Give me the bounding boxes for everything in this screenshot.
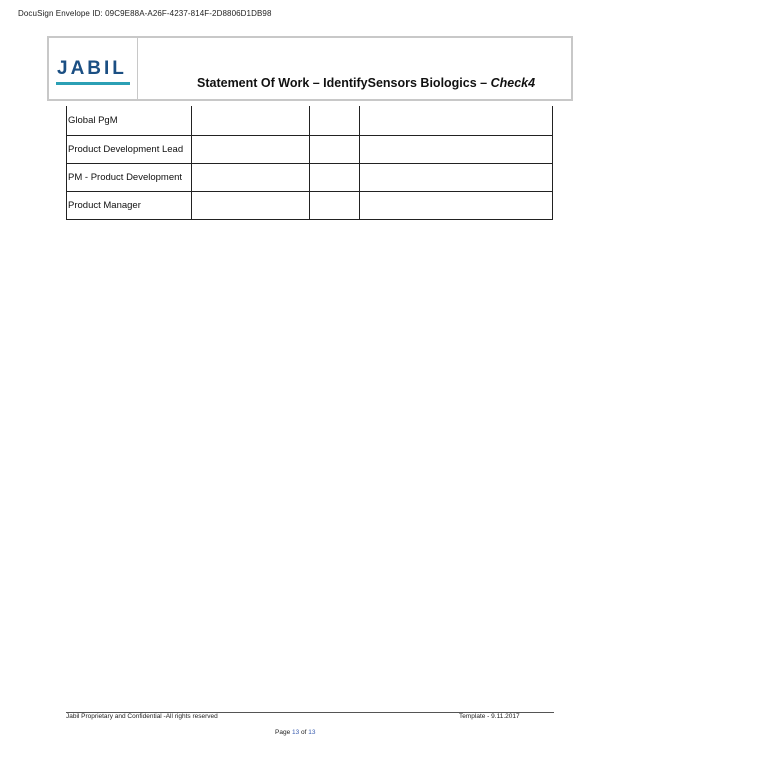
table-row [67, 191, 553, 219]
role-cell: Product Manager [67, 191, 192, 219]
name-cell [192, 135, 310, 163]
logo-accent-bar [56, 82, 130, 85]
document-header [47, 36, 573, 101]
page-number [275, 729, 316, 736]
role-cell: PM - Product Development [67, 163, 192, 191]
envelope-id: DocuSign Envelope ID: 09C9E88A-A26F-4237-814F-2D8806D1DB98 [18, 9, 272, 18]
table-row [67, 163, 553, 191]
signature-cell [360, 106, 553, 135]
document-title-italic: Check4 [490, 76, 536, 90]
table-row [67, 135, 553, 163]
footer-template-version: Template - 9.11.2017 [459, 713, 520, 720]
signature-cell [360, 163, 553, 191]
date-cell [310, 135, 360, 163]
date-cell [310, 106, 360, 135]
jabil-logo: JABIL [57, 58, 127, 79]
document-title [197, 76, 535, 90]
role-cell: Product Development Lead [67, 135, 192, 163]
page-current: 13 [292, 729, 300, 736]
role-cell: Global PgM [67, 106, 192, 135]
signature-cell [360, 191, 553, 219]
signature-cell [360, 135, 553, 163]
page-of: of [299, 729, 309, 736]
date-cell [310, 191, 360, 219]
document-title-main: Statement Of Work – IdentifySensors Biologics – [197, 76, 491, 90]
name-cell [192, 106, 310, 135]
page-prefix: Page [275, 729, 292, 736]
table-row [67, 106, 553, 135]
footer-confidential: Jabil Proprietary and Confidential -All rights reserved [66, 713, 218, 720]
name-cell [192, 163, 310, 191]
name-cell [192, 191, 310, 219]
page-total: 13 [308, 729, 316, 736]
date-cell [310, 163, 360, 191]
approval-table [66, 106, 553, 220]
logo-cell [49, 38, 138, 99]
